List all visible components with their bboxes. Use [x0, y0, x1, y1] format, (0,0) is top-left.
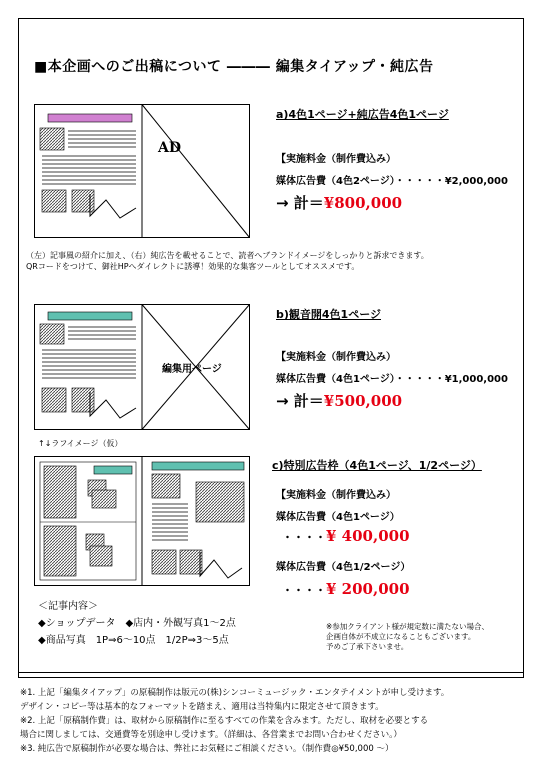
price-dots: ・・・・ — [282, 584, 326, 597]
section-b-total — [276, 390, 402, 411]
footnote-line: ※3. 純広告で原稿制作が必要な場合は、弊社にお気軽にご相談ください。（制作費◎¥50,000 ～） — [20, 744, 394, 754]
section-c-fee-line-2: 媒体広告費（4色1/2ページ） — [276, 562, 411, 573]
total-value: ¥500,000 — [323, 392, 403, 410]
total-prefix: → 計＝ — [276, 392, 324, 410]
footnote-line: ※2. 上記「原稿制作費」は、取材から原稿制作に至るすべての作業を含みます。ただし、取材を必要とする — [20, 716, 429, 726]
footnote-divider — [18, 672, 524, 673]
section-b-fee-line: 媒体広告費（4色1ページ）・・・・・¥1,000,000 — [276, 374, 508, 385]
footnote-line: 場合に関しましては、交通費等を別途申し受けます。（詳細は、各営業までお問い合わせください。） — [20, 730, 402, 740]
page-title: ■本企画へのご出稿について ――― 編集タイアップ・純広告 — [34, 59, 434, 75]
contents-heading: ＜記事内容＞ — [38, 601, 98, 612]
section-b-heading: b)観音開4色1ページ — [276, 308, 381, 321]
price-value: ¥ 200,000 — [326, 580, 410, 598]
section-c-price-1 — [282, 527, 410, 545]
footnote-line: ※1. 上記「編集タイアップ」の原稿制作は版元の(株)シンコーミュージック・エンタテイメントが申し受けます。 — [20, 688, 450, 698]
contents-item: ◆商品写真 1P⇒6～10点 1/2P⇒3～5点 — [38, 635, 229, 646]
footnotes — [20, 686, 449, 756]
section-b-fee-header: 【実施料金（制作費込み） — [276, 352, 396, 363]
section-a-heading: a)4色1ページ+純広告4色1ページ — [276, 108, 449, 121]
contents-item: ◆ショップデータ ◆店内・外観写真1～2点 — [38, 618, 236, 629]
article-contents — [38, 598, 236, 649]
section-a-fee-header: 【実施料金（制作費込み） — [276, 154, 396, 165]
section-c-heading: c)特別広告枠（4色1ページ、1/2ページ） — [272, 459, 482, 472]
rough-image-label: ↑↓ラフイメージ（仮） — [38, 439, 123, 448]
description-line: （左）記事風の紹介に加え、（右）純広告を載せることで、読者へブランドイメージをしっかりと訴求できます。 — [26, 251, 429, 260]
editorial-page-label: 編集用ページ — [162, 364, 222, 375]
footnote-line: デザイン・コピー等は基本的なフォーマットを踏まえ、適用は当特集内に限定させて頂きます。 — [20, 702, 384, 712]
section-c-price-2 — [282, 580, 410, 598]
ad-label: AD — [158, 140, 182, 156]
section-a-description — [26, 250, 429, 272]
side-note-line: ※参加クライアント様が規定数に満たない場合、 — [326, 622, 490, 631]
price-dots: ・・・・ — [282, 531, 326, 544]
total-value: ¥800,000 — [323, 194, 403, 212]
section-a-total — [276, 192, 402, 213]
price-value: ¥ 400,000 — [326, 527, 410, 545]
side-note-line: 予めご了承下さいませ。 — [326, 642, 409, 651]
section-c-fee-header: 【実施料金（制作費込み） — [276, 490, 396, 501]
layout-a-diagram — [34, 104, 250, 238]
side-note-line: 企画自体が不成立になることもございます。 — [326, 632, 476, 641]
layout-c-diagram — [34, 456, 250, 586]
description-line: QRコードをつけて、御社HPへダイレクトに誘導！効果的な集客ツールとしてオススメです。 — [26, 262, 360, 271]
section-a-fee-line: 媒体広告費（4色2ページ）・・・・・¥2,000,000 — [276, 176, 508, 187]
layout-b-diagram — [34, 304, 250, 430]
section-c-fee-line-1: 媒体広告費（4色1ページ） — [276, 512, 400, 523]
total-prefix: → 計＝ — [276, 194, 324, 212]
side-note — [326, 622, 489, 652]
